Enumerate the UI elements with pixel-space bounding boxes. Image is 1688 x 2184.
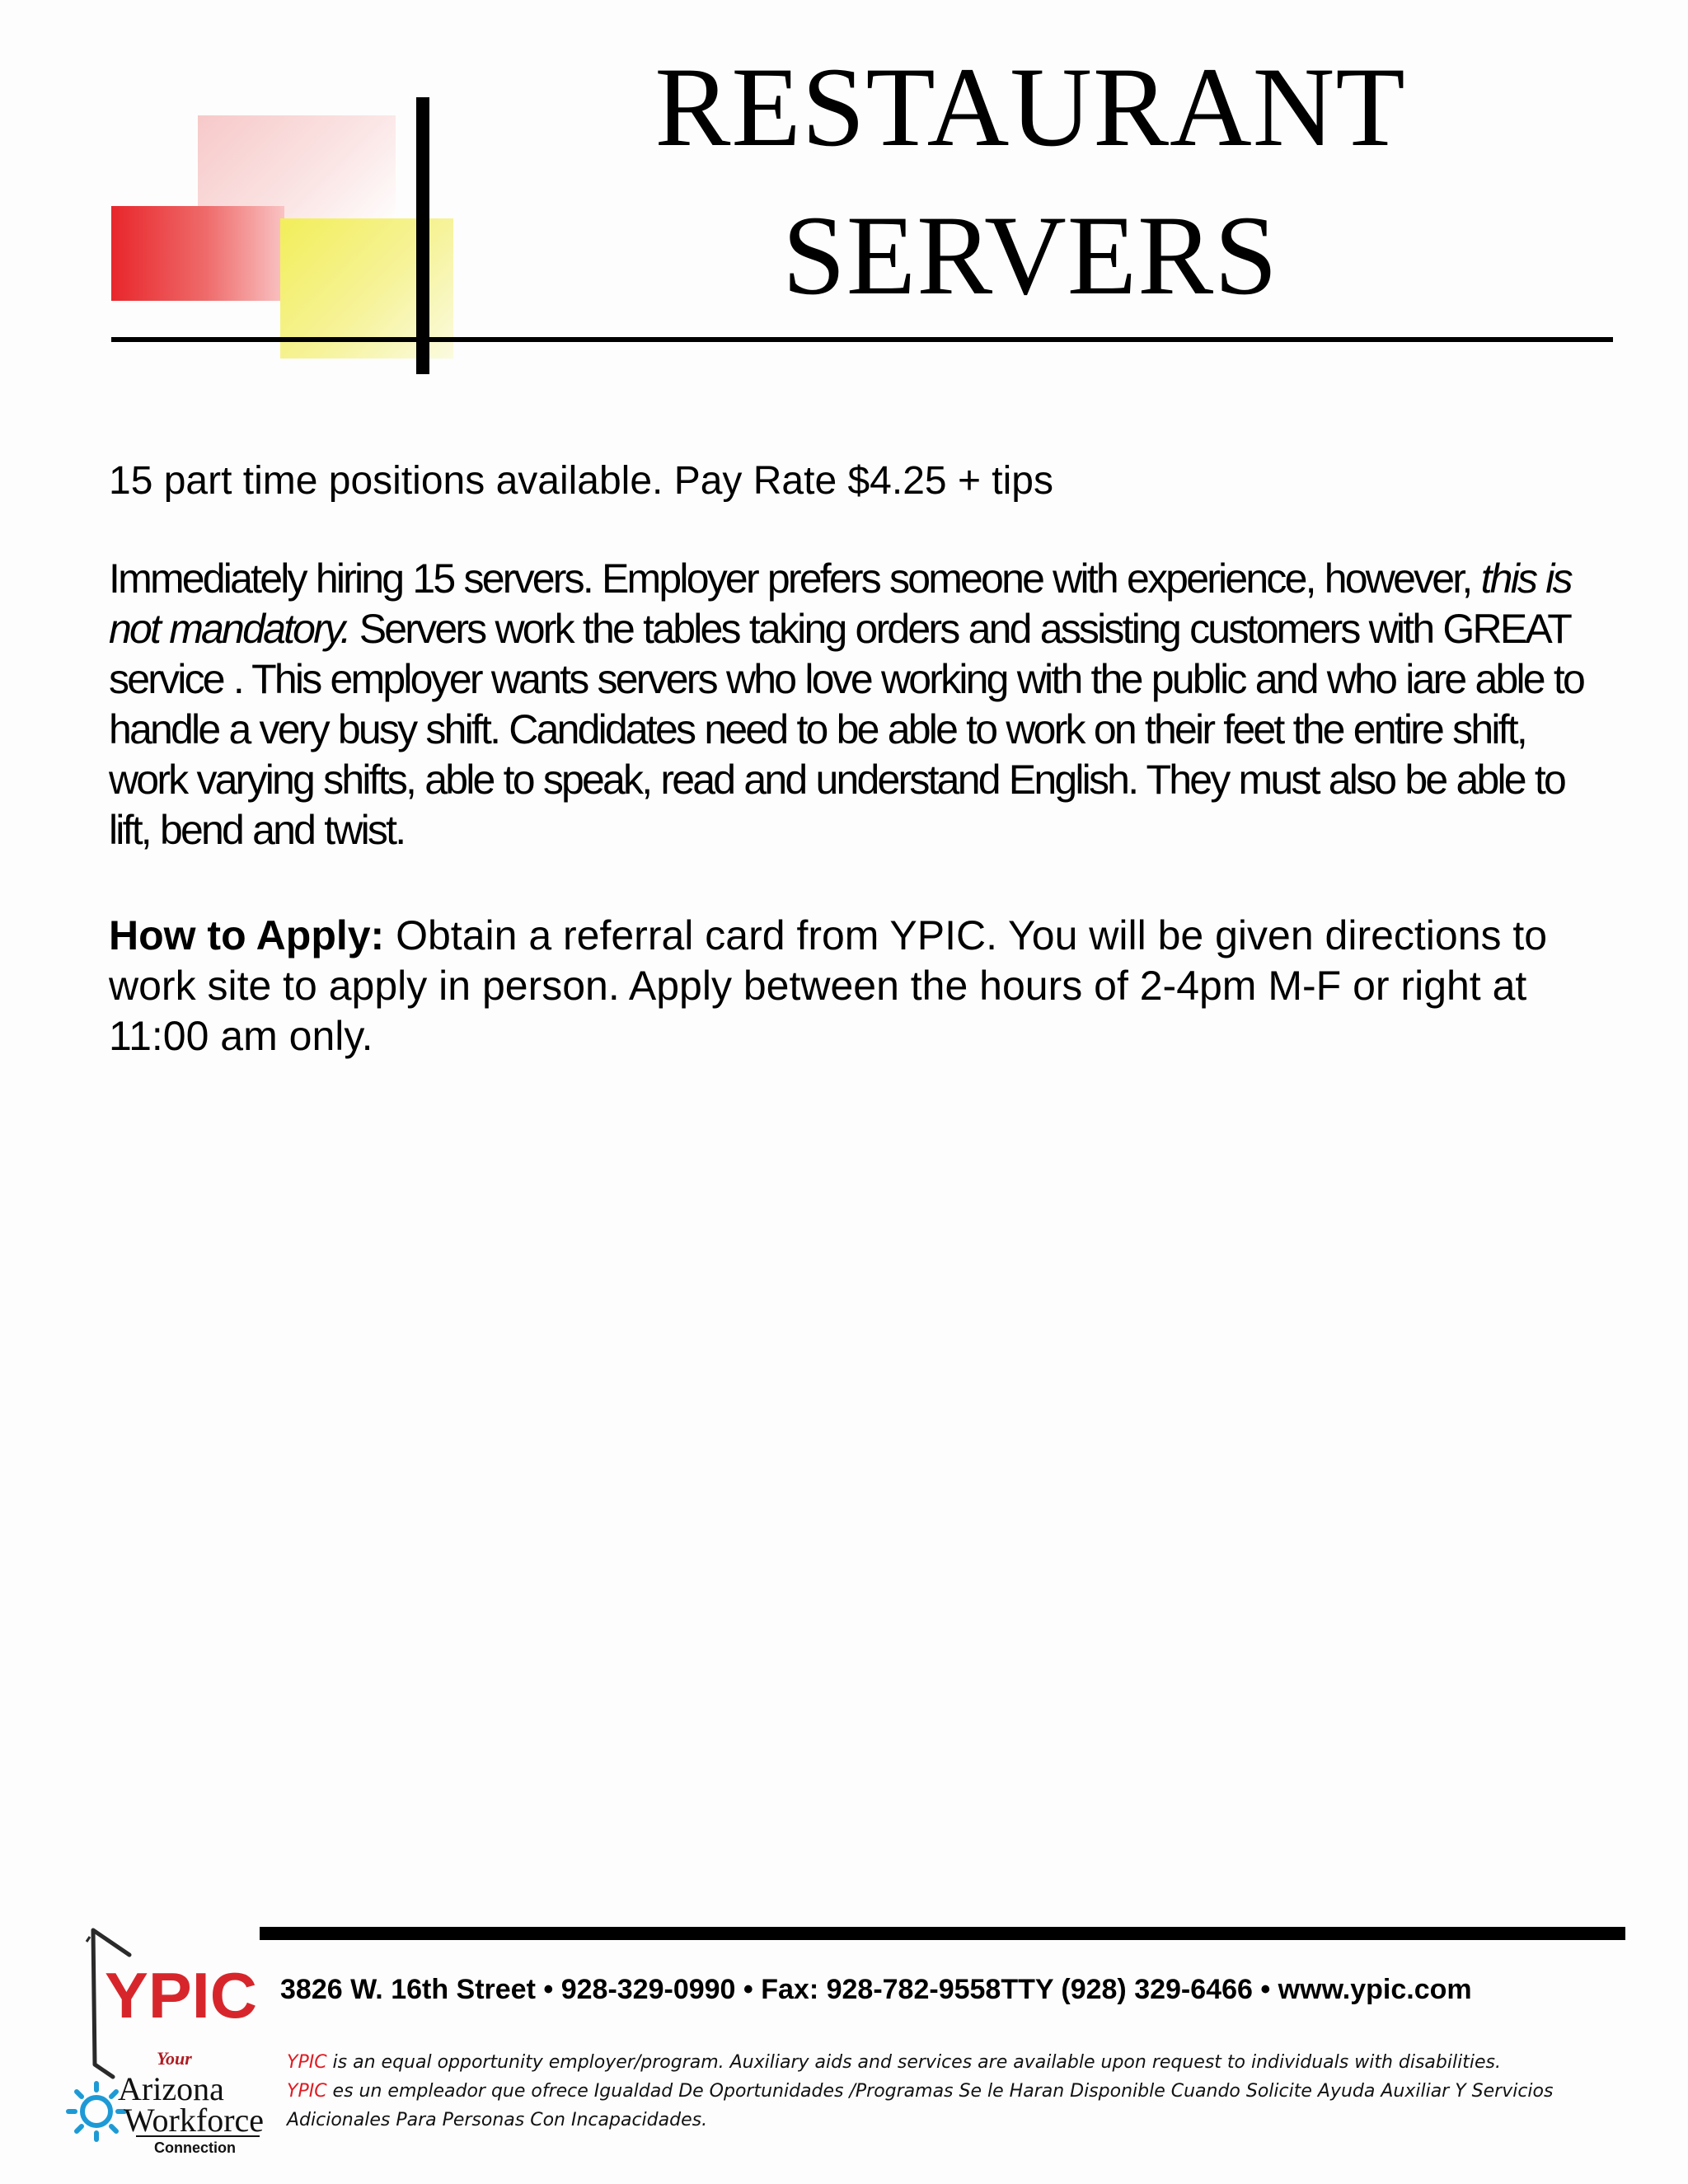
footer-contact-info: 3826 W. 16th Street • 928-329-0990 • Fax: 928-782-9558TTY (928) 329-6466 • www.ypic.com <box>280 1974 1472 2005</box>
logo-ypic-text: YPIC <box>105 1959 257 2032</box>
page-title <box>577 33 1484 330</box>
how-to-apply <box>109 911 1592 1062</box>
disclaimer-spanish-text: es un empleador que ofrece Igualdad De Oportunidades /Programas Se le Haran Disponible Cuando Solicite Ayuda Auxiliar Y Servicios Adicionales Para Personas Con Incapacidades. <box>287 2081 1554 2130</box>
disclaimer-spanish <box>287 2077 1630 2135</box>
title-line-2: SERVERS <box>782 192 1278 318</box>
sun-icon <box>68 2083 124 2139</box>
header-divider <box>111 337 1613 342</box>
apply-text: Obtain a referral card from YPIC. You will be given directions to work site to apply in person. Apply between the hours of 2-4pm M-F or right at 11:00 am only. <box>109 912 1548 1059</box>
ypic-logo <box>62 1920 264 2168</box>
apply-label: How to Apply: <box>109 912 385 958</box>
disclaimer-english <box>287 2048 1630 2077</box>
decorative-vertical-bar <box>416 97 429 374</box>
description-text-2: Servers work the tables taking orders and assisting customers with GREAT service . This employer wants servers who love working with the public and who iare able to handle a very busy shift. Candidates need to be able to work on their feet the entire shift, work varying shifts, able to speak, read and understand English. They must also be able to lift, bend and twist. <box>109 606 1584 853</box>
disclaimer-brand: YPIC <box>287 2081 327 2102</box>
disclaimer-english-text: is an equal opportunity employer/program. Auxiliary aids and services are available upon request to individuals with disabilities. <box>326 2052 1501 2073</box>
description-text-1: Immediately hiring 15 servers. Employer prefers someone with experience, however, <box>109 555 1481 602</box>
logo-connection-text: Connection <box>154 2139 236 2156</box>
title-line-1: RESTAURANT <box>654 44 1406 170</box>
job-description <box>109 554 1597 855</box>
logo-your-text: Your <box>157 2048 192 2069</box>
position-summary: 15 part time positions available. Pay Rate $4.25 + tips <box>109 459 1053 503</box>
logo-workforce-text: Workforce <box>124 2102 264 2139</box>
footer-divider <box>260 1927 1625 1940</box>
decorative-red-square <box>111 206 284 301</box>
disclaimer-brand: YPIC <box>287 2052 327 2073</box>
logo-arizona-text: Arizona <box>118 2070 224 2107</box>
description-emphasis: this is not mandatory. <box>109 555 1571 652</box>
